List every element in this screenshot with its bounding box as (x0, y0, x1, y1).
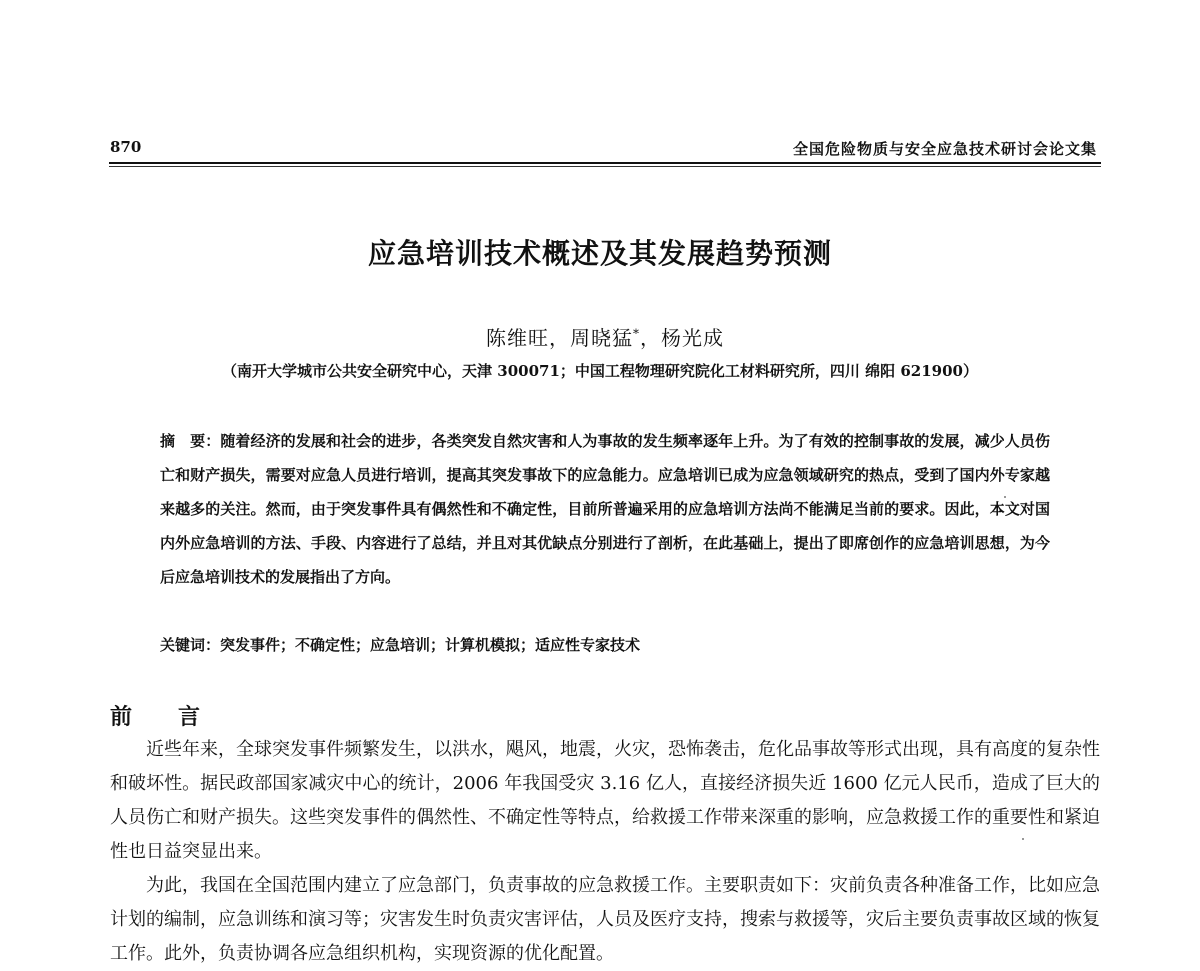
authors-tail: ，杨光成 (640, 326, 724, 350)
article-title: 应急培训技术概述及其发展趋势预测 (367, 237, 832, 270)
abstract-block (160, 424, 1050, 594)
running-head-title: 全国危险物质与安全应急技术研讨会论文集 (792, 140, 1097, 158)
authors-lead: 陈维旺，周晓猛 (486, 326, 633, 350)
paragraph: 为此，我国在全国范围内建立了应急部门，负责事故的应急救援工作。主要职责如下：灾前负责各种准备工作，比如应急计划的编制，应急训练和演习等；灾害发生时负责灾害评估，人员及医疗支持，搜索与救援等，灾后主要负责事故区域的恢复工作。此外，负责协调各应急组织机构，实现资源的优化配置。 (110, 875, 1100, 964)
header-rule-thin (109, 166, 1101, 167)
section-heading-preface: 前 言 (110, 705, 213, 730)
body-text (110, 733, 1100, 971)
scan-speck (1022, 838, 1024, 840)
corresponding-author-mark: * (633, 326, 640, 341)
author-line (0, 322, 1200, 351)
abstract-text: 随着经济的发展和社会的进步，各类突发自然灾害和人为事故的发生频率逐年上升。为了有效的控制事故的发展，减少人员伤亡和财产损失，需要对应急人员进行培训，提高其突发事故下的应急能力。应急培训已成为应急领域研究的热点，受到了国内外专家越来越多的关注。然而，由于突发事件具有偶然性和不确定性，目前所普遍采用的应急培训方法尚不能满足当前的要求。因此，本文对国内外应急培训的方法、手段、内容进行了总结，并且对其优缺点分别进行了剖析，在此基础上，提出了即席创作的应急培训思想，为今后应急培训技术的发展指出了方向。 (160, 432, 1050, 586)
page-number: 870 (110, 138, 142, 156)
keywords-label: 关键词： (160, 636, 221, 654)
header-rule-thick (109, 162, 1101, 164)
abstract-label: 摘 要： (160, 432, 221, 450)
keywords-block (160, 634, 1050, 655)
affiliation: （南开大学城市公共安全研究中心，天津 300071；中国工程物理研究院化工材料研究所，四川 绵阳 621900） (222, 362, 978, 380)
scan-speck (1004, 496, 1006, 498)
keywords-text: 突发事件；不确定性；应急培训；计算机模拟；适应性专家技术 (220, 636, 641, 654)
paragraph: 近些年来，全球突发事件频繁发生，以洪水，飓风，地震，火灾，恐怖袭击，危化品事故等形式出现，具有高度的复杂性和破坏性。据民政部国家减灾中心的统计，2006 年我国受灾 3.16 亿人，直接经济损失近 1600 亿元人民币，造成了巨大的人员伤亡和财产损失。这些突发事件的偶然性、不确定性等特点，给救援工作带来深重的影响，应急救援工作的重要性和紧迫性也日益突显出来。 (110, 739, 1100, 862)
